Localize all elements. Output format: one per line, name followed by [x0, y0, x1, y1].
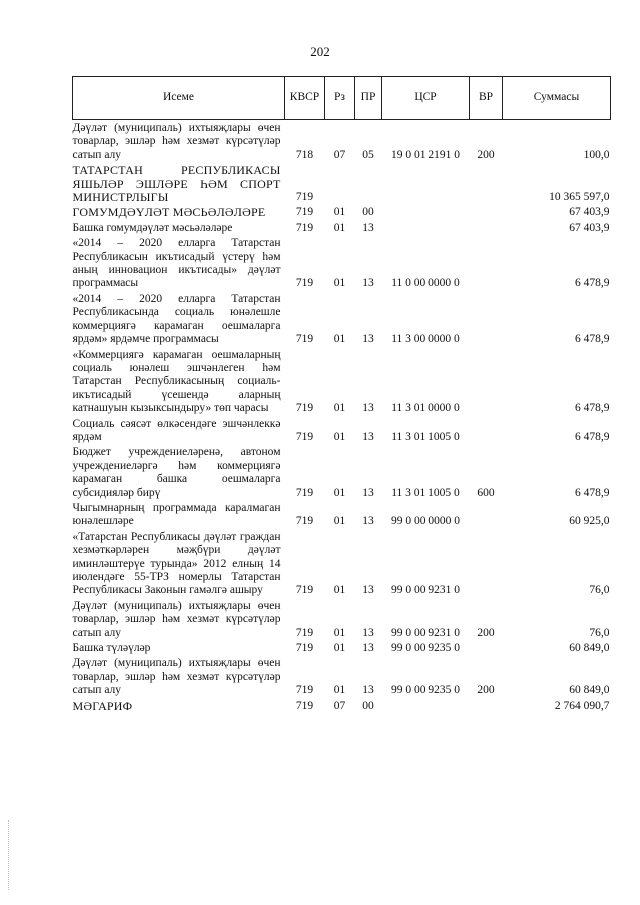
cell-name: МӘГАРИФ: [72, 698, 133, 713]
cell-csr: [382, 204, 470, 219]
cell-sum: 100,0: [583, 148, 610, 161]
cell-csr: [382, 220, 470, 235]
cell-pr: 13: [362, 584, 374, 597]
cell-csr: 11 0 00 0000 0: [391, 277, 460, 290]
cell-vr: 600: [477, 486, 495, 499]
cell-rz: 01: [333, 486, 346, 499]
cell-pr: 00: [362, 699, 374, 712]
cell-pr: 13: [362, 402, 374, 415]
cell-sum: 67 403,9: [569, 206, 610, 219]
cell-rz: 01: [333, 626, 346, 639]
header-kvsr: КВСР: [285, 77, 325, 120]
table-row: [73, 698, 611, 713]
cell-kvsr: 719: [295, 584, 314, 597]
cell-sum: 6 478,9: [575, 486, 610, 499]
cell-name: «2014 – 2020 елларга Татарстан Республикасында социаль юнәлешле коммерциягә карамаган оешмаларга ярдәм» ярдәмче программасы: [72, 292, 281, 346]
cell-sum: 76,0: [589, 626, 610, 639]
cell-sum: 2 764 090,7: [554, 699, 610, 712]
cell-kvsr: 719: [295, 642, 314, 655]
cell-vr: [470, 529, 503, 598]
cell-csr: 19 0 01 2191 0: [391, 148, 460, 161]
cell-sum: 60 849,0: [569, 642, 610, 655]
cell-kvsr: 719: [295, 699, 314, 712]
cell-name: ГОМУМДӘҮЛӘТ МӘСЬӘЛӘЛӘРЕ: [72, 205, 266, 220]
cell-rz: 01: [333, 402, 346, 415]
cell-name: «2014 – 2020 елларга Татарстан Республикасын икътисадый үстерү һәм аның инновацион икътисады» дәүләт программасы: [72, 237, 281, 290]
cell-pr: 13: [362, 486, 374, 499]
cell-kvsr: 719: [295, 206, 314, 219]
table-row: [73, 640, 611, 655]
cell-vr: [470, 204, 503, 219]
header-rz: Рз: [325, 77, 355, 120]
table-row: [73, 444, 611, 500]
cell-kvsr: 719: [295, 221, 314, 234]
page-number: 202: [310, 44, 330, 59]
cell-vr: [470, 698, 503, 713]
cell-name: Социаль сәясәт өлкәсендәге эшчәнлеккә ярдәм: [72, 417, 281, 443]
cell-sum: 60 925,0: [569, 515, 610, 528]
cell-kvsr: 719: [295, 277, 314, 290]
cell-csr: 99 0 00 0000 0: [391, 515, 460, 528]
cell-name: «Татарстан Республикасы дәүләт граждан хезмәткәрләрен мәҗбүри дәүләт иминләштерүе турында» 2012 елның 14 июлендәге 55-ТРЗ номерлы Татарстан Республикасы Законын гамәлгә ашыру: [72, 530, 281, 597]
cell-name: Дәүләт (муниципаль) ихтыяҗлары өчен товарлар, эшләр һәм хезмәт күрсәтүләр сатып алу: [72, 122, 281, 161]
cell-rz: 01: [333, 642, 346, 655]
cell-rz: 01: [333, 333, 346, 346]
cell-vr: [470, 162, 503, 204]
cell-pr: 05: [362, 148, 374, 161]
cell-pr: 13: [362, 515, 374, 528]
cell-csr: 11 3 01 1005 0: [391, 486, 460, 499]
cell-vr: [470, 235, 503, 291]
table-row: [73, 529, 611, 598]
cell-kvsr: 719: [295, 402, 314, 415]
cell-csr: 99 0 00 9231 0: [391, 584, 460, 597]
cell-vr: 200: [477, 626, 495, 639]
cell-sum: 6 478,9: [575, 430, 610, 443]
cell-csr: [382, 162, 470, 204]
cell-pr: 13: [362, 626, 374, 639]
cell-pr: 13: [362, 333, 374, 346]
cell-vr: [470, 640, 503, 655]
cell-name: Дәүләт (муниципаль) ихтыяҗлары өчен товарлар, эшләр һәм хезмәт күрсәтүләр сатып алу: [72, 657, 281, 697]
cell-sum: 67 403,9: [569, 221, 610, 234]
header-sum: Суммасы: [503, 77, 611, 120]
cell-csr: 99 0 00 9235 0: [391, 684, 460, 697]
table-row: [73, 655, 611, 697]
cell-rz: [325, 162, 355, 204]
table-row: [73, 347, 611, 416]
cell-name: Чыгымнарның программада каралмаган юнәлешләре: [72, 501, 281, 528]
cell-kvsr: 719: [295, 333, 314, 346]
cell-vr: [470, 416, 503, 445]
cell-kvsr: 719: [295, 486, 314, 499]
cell-csr: 99 0 00 9235 0: [391, 642, 460, 655]
cell-sum: 60 849,0: [569, 684, 610, 697]
cell-rz: 07: [333, 148, 346, 161]
cell-csr: 11 3 01 1005 0: [391, 430, 460, 443]
table-row: [73, 162, 611, 204]
table-header: [73, 77, 611, 120]
cell-name: «Коммерциягә карамаган оешмаларның социаль юнәлеш эшчәнлеген һәм Татарстан Республикасының социаль-икътисадый үсешендә аларның катнашуын кызыксындыру» төп чарасы: [72, 348, 281, 415]
cell-pr: 13: [362, 221, 374, 234]
cell-rz: 01: [333, 221, 346, 234]
cell-sum: 10 365 597,0: [549, 191, 610, 204]
header-pr: ПР: [355, 77, 382, 120]
cell-sum: 6 478,9: [575, 333, 610, 346]
cell-rz: 01: [333, 684, 346, 697]
cell-vr: [470, 347, 503, 416]
table-body: [73, 120, 611, 714]
cell-pr: 13: [362, 430, 374, 443]
table-row: [73, 220, 611, 235]
cell-pr: 00: [362, 206, 374, 219]
table-row: [73, 120, 611, 163]
cell-name: ТАТАРСТАН РЕСПУБЛИКАСЫ ЯШЬЛӘР ЭШЛӘРЕ ҺӘМ СПОРТ МИНИСТРЛЫГЫ: [72, 163, 281, 205]
table-row: [73, 598, 611, 640]
cell-pr: [355, 162, 382, 204]
cell-rz: 01: [333, 277, 346, 290]
cell-vr: 200: [477, 148, 495, 161]
cell-kvsr: 718: [295, 148, 314, 161]
cell-pr: 13: [362, 684, 374, 697]
cell-csr: [382, 698, 470, 713]
scan-edge-mark: [8, 820, 10, 890]
cell-sum: 6 478,9: [575, 402, 610, 415]
cell-vr: 200: [477, 684, 495, 697]
budget-table: [72, 76, 611, 713]
table-row: [73, 500, 611, 529]
cell-kvsr: 719: [295, 515, 314, 528]
cell-vr: [470, 291, 503, 347]
header-name: Исеме: [73, 77, 285, 120]
cell-pr: 13: [362, 277, 374, 290]
cell-rz: 07: [333, 699, 346, 712]
cell-name: Бюджет учреждениеләренә, автоном учреждениеләргә һәм коммерциягә карамаган башка оешмаларга субсидияләр бирү: [72, 446, 281, 499]
cell-sum: 76,0: [589, 584, 610, 597]
cell-kvsr: 719: [295, 430, 314, 443]
cell-name: Башка гомумдәүләт мәсьәләләре: [72, 221, 233, 234]
cell-rz: 01: [333, 584, 346, 597]
cell-rz: 01: [333, 206, 346, 219]
cell-vr: [470, 220, 503, 235]
table-row: [73, 204, 611, 219]
header-csr: ЦСР: [382, 77, 470, 120]
cell-csr: 99 0 00 9231 0: [391, 626, 460, 639]
header-vr: ВР: [470, 77, 503, 120]
cell-kvsr: 719: [295, 626, 314, 639]
cell-rz: 01: [333, 515, 346, 528]
table-row: [73, 416, 611, 445]
cell-kvsr: 719: [295, 191, 314, 204]
cell-rz: 01: [333, 430, 346, 443]
cell-csr: 11 3 00 0000 0: [391, 333, 460, 346]
table-row: [73, 235, 611, 291]
cell-name: Башка түләүләр: [72, 642, 151, 655]
cell-kvsr: 719: [295, 684, 314, 697]
cell-csr: 11 3 01 0000 0: [391, 402, 460, 415]
cell-vr: [470, 500, 503, 529]
cell-pr: 13: [362, 642, 374, 655]
cell-sum: 6 478,9: [575, 277, 610, 290]
cell-name: Дәүләт (муниципаль) ихтыяҗлары өчен товарлар, эшләр һәм хезмәт күрсәтүләр сатып алу: [72, 599, 281, 639]
table-row: [73, 291, 611, 347]
